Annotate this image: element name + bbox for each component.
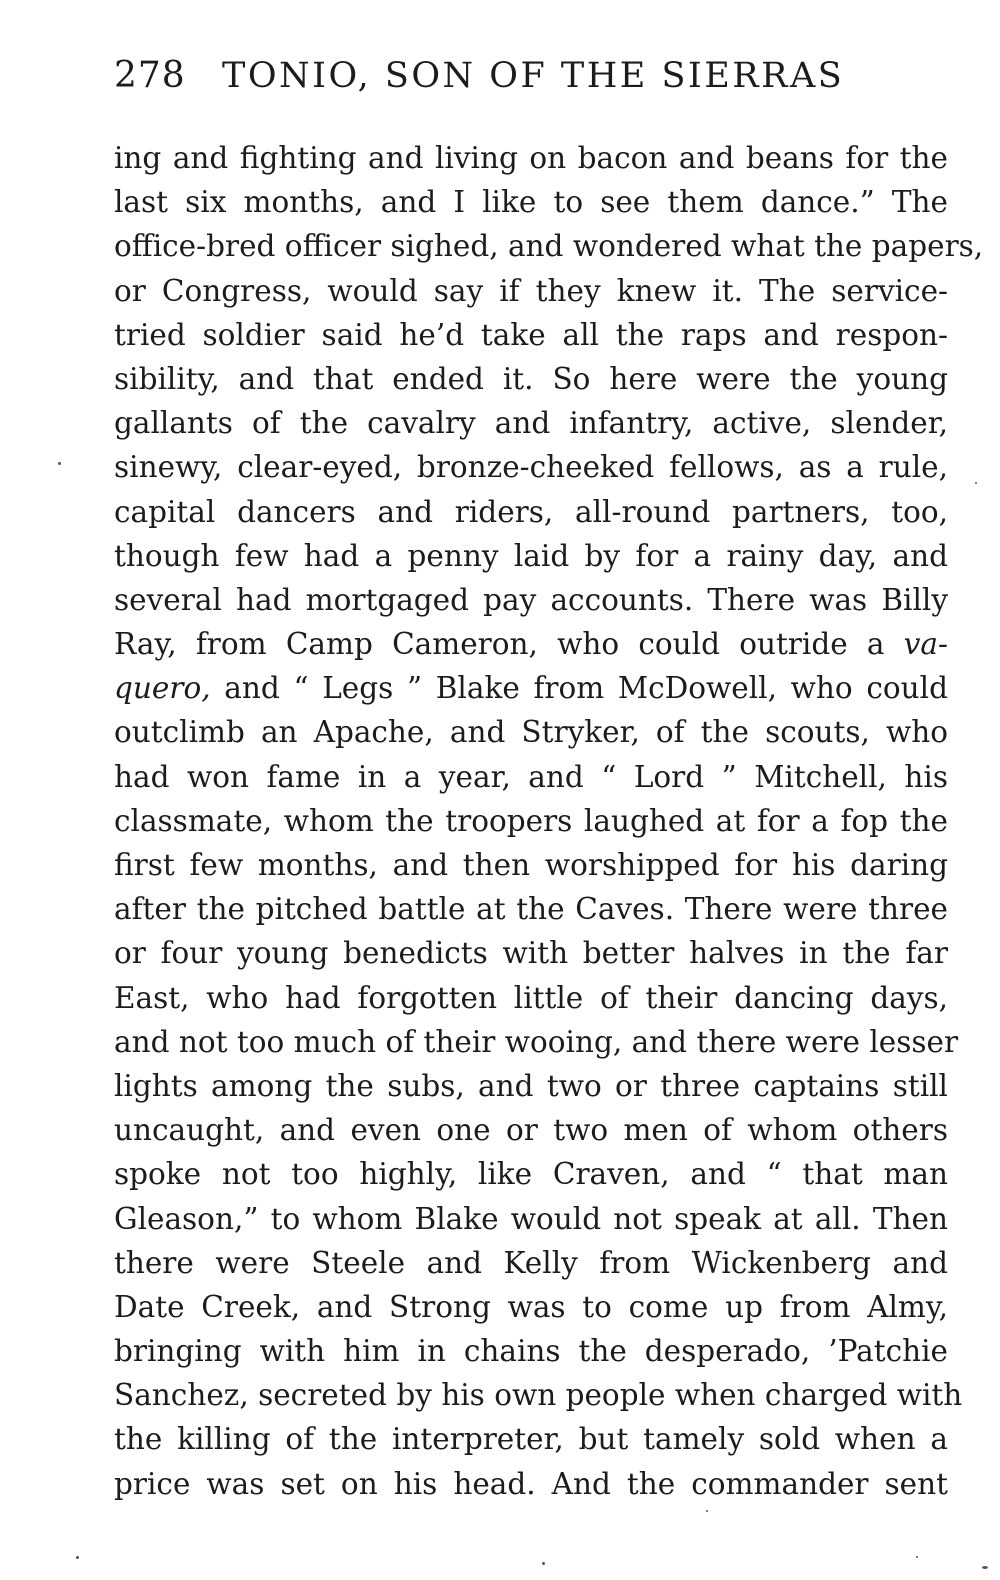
text-line: Sanchez, secreted by his own people when charged with bbox=[114, 1378, 963, 1413]
scan-speck bbox=[916, 1556, 918, 1558]
text-line-mixed bbox=[114, 622, 948, 666]
text-line: spoke not too highly, like Craven, and “ that man bbox=[114, 1157, 948, 1192]
italic-word: quero, bbox=[114, 671, 211, 706]
text-line: first few months, and then worshipped for his daring bbox=[114, 848, 948, 882]
book-title: TONIO, SON OF THE SIERRAS bbox=[222, 56, 845, 96]
text-segment: and “ Legs ” Blake from McDowell, who could bbox=[210, 671, 948, 706]
text-line: office-bred officer sighed, and wondered what the papers, bbox=[114, 229, 984, 264]
text-line: the killing of the interpreter, but tamely sold when a bbox=[114, 1422, 948, 1457]
text-line: several had mortgaged pay accounts. There was Billy bbox=[114, 582, 948, 617]
text-line: Gleason,” to whom Blake would not speak at all. Then bbox=[114, 1201, 948, 1236]
text-line: sinewy, clear-eyed, bronze-cheeked fellows, as a rule, bbox=[114, 450, 948, 485]
text-line: or Congress, would say if they knew it. The service- bbox=[114, 273, 948, 308]
text-line: Date Creek, and Strong was to come up from Almy, bbox=[114, 1289, 948, 1324]
text-line: or four young benedicts with better halves in the far bbox=[114, 936, 948, 971]
text-line: last six months, and I like to see them dance.” The bbox=[114, 185, 948, 220]
text-line: capital dancers and riders, all-round partners, too, bbox=[114, 494, 948, 529]
italic-word: va- bbox=[903, 627, 948, 662]
running-head bbox=[114, 50, 904, 102]
text-line: sibility, and that ended it. So here were the young bbox=[114, 361, 948, 396]
body-text bbox=[114, 136, 984, 1506]
text-segment: Ray, from Camp Cameron, who could outride a bbox=[114, 627, 885, 662]
page-number: 278 bbox=[114, 55, 186, 96]
text-line: bringing with him in chains the desperado, ’Patchie bbox=[114, 1334, 948, 1369]
text-line: though few had a penny laid by for a rainy day, and bbox=[114, 538, 948, 573]
text-line: price was set on his head. And the commander sent bbox=[114, 1466, 948, 1501]
text-line: outclimb an Apache, and Stryker, of the scouts, who bbox=[114, 715, 948, 750]
text-line: lights among the subs, and two or three captains still bbox=[114, 1068, 948, 1103]
text-line: there were Steele and Kelly from Wickenberg and bbox=[114, 1245, 948, 1280]
scan-speck bbox=[706, 1510, 708, 1512]
scan-speck bbox=[542, 1562, 545, 1565]
text-line: and not too much of their wooing, and there were lesser bbox=[114, 1024, 959, 1059]
text-line: gallants of the cavalry and infantry, active, slender, bbox=[114, 406, 948, 441]
text-line: ing and fighting and living on bacon and beans for the bbox=[114, 141, 948, 175]
text-line: uncaught, and even one or two men of whom others bbox=[114, 1113, 948, 1148]
scan-speck bbox=[76, 1556, 79, 1559]
text-line: classmate, whom the troopers laughed at for a fop the bbox=[114, 803, 948, 838]
text-line: tried soldier said he’d take all the raps and respon- bbox=[114, 317, 948, 352]
scan-speck bbox=[58, 462, 61, 465]
text-line: East, who had forgotten little of their dancing days, bbox=[114, 980, 948, 1015]
text-line: had won fame in a year, and “ Lord ” Mitchell, his bbox=[114, 759, 948, 794]
scan-speck bbox=[982, 1566, 988, 1569]
scan-speck bbox=[975, 482, 977, 484]
text-line-mixed bbox=[114, 666, 948, 710]
text-line: after the pitched battle at the Caves. There were three bbox=[114, 892, 948, 927]
